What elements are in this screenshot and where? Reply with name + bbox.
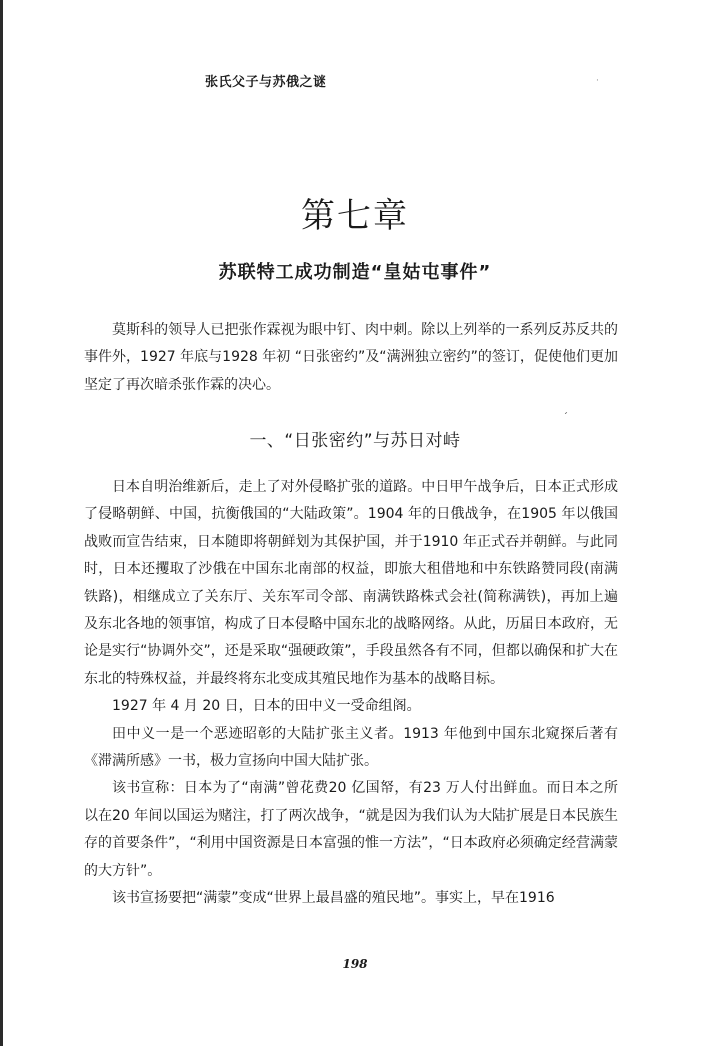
page-left-edge (0, 0, 3, 1046)
running-header: 张氏父子与苏俄之谜 (205, 75, 327, 90)
decorative-mark: ˊ (563, 412, 568, 423)
paragraph: 田中义一是一个恶迹昭彰的大陆扩张主义者。1913 年他到中国东北窥探后著有《滞满所感》一书，极力宣扬向中国大陆扩张。 (84, 725, 618, 770)
decorative-mark: · (596, 76, 599, 86)
paragraph: 日本自明治维新后，走上了对外侵略扩张的道路。中日甲午战争后，日本正式形成了侵略朝鲜、中国，抗衡俄国的“大陆政策”。1904 年的日俄战争，在1905 年以俄国战败而宣告结束，日本随即将朝鲜划为其保护国，并于1910 年正式吞并朝鲜。与此同时，日本还攫取了沙俄在中国东北南部的权益，即旅大租借地和中东铁路赞同段(南满铁路)，相继成立了关东厅、关东军司令部、南满铁路株式会社(简称满铁)，再加上遍及东北各地的领事馆，构成了日本侵略中国东北的战略网络。从此，历届日本政府，无论是实行“协调外交”，还是采取“强硬政策”，手段虽然各有不同，但都以确保和扩大在东北的特殊权益，并最终将东北变成其殖民地作为基本的战略目标。 (84, 479, 618, 687)
body-text (84, 474, 618, 913)
paragraph: 该书宣称：日本为了“南满”曾花费20 亿国帑，有23 万人付出鲜血。而日本之所以在20 年间以国运为赌注，打了两次战争，“就是因为我们认为大陆扩展是日本民族生存的首要条件”，“利用中国资源是日本富强的惟一方法”，“日本政府必须确定经营满蒙的大方针”。 (84, 780, 618, 879)
chapter-title: 第七章 (301, 196, 409, 236)
paragraph: 该书宣扬要把“满蒙”变成“世界上最昌盛的殖民地”。事实上，早在1916 (112, 890, 555, 907)
paragraph: 莫斯科的领导人已把张作霖视为眼中钉、肉中刺。除以上列举的一系列反苏反共的事件外，1927 年底与1928 年初 “日张密约”及“满洲独立密约”的签订，促使他们更加坚定了再次暗杀张作霖的决心。 (84, 322, 618, 393)
page-number: 198 (342, 957, 368, 971)
paragraph: 1927 年 4 月 20 日，日本的田中义一受命组阁。 (112, 698, 421, 715)
intro-text (84, 317, 618, 399)
section-heading: 一、“日张密约”与苏日对峙 (249, 431, 461, 451)
chapter-subtitle: 苏联特工成功制造“皇姑屯事件” (218, 262, 492, 283)
